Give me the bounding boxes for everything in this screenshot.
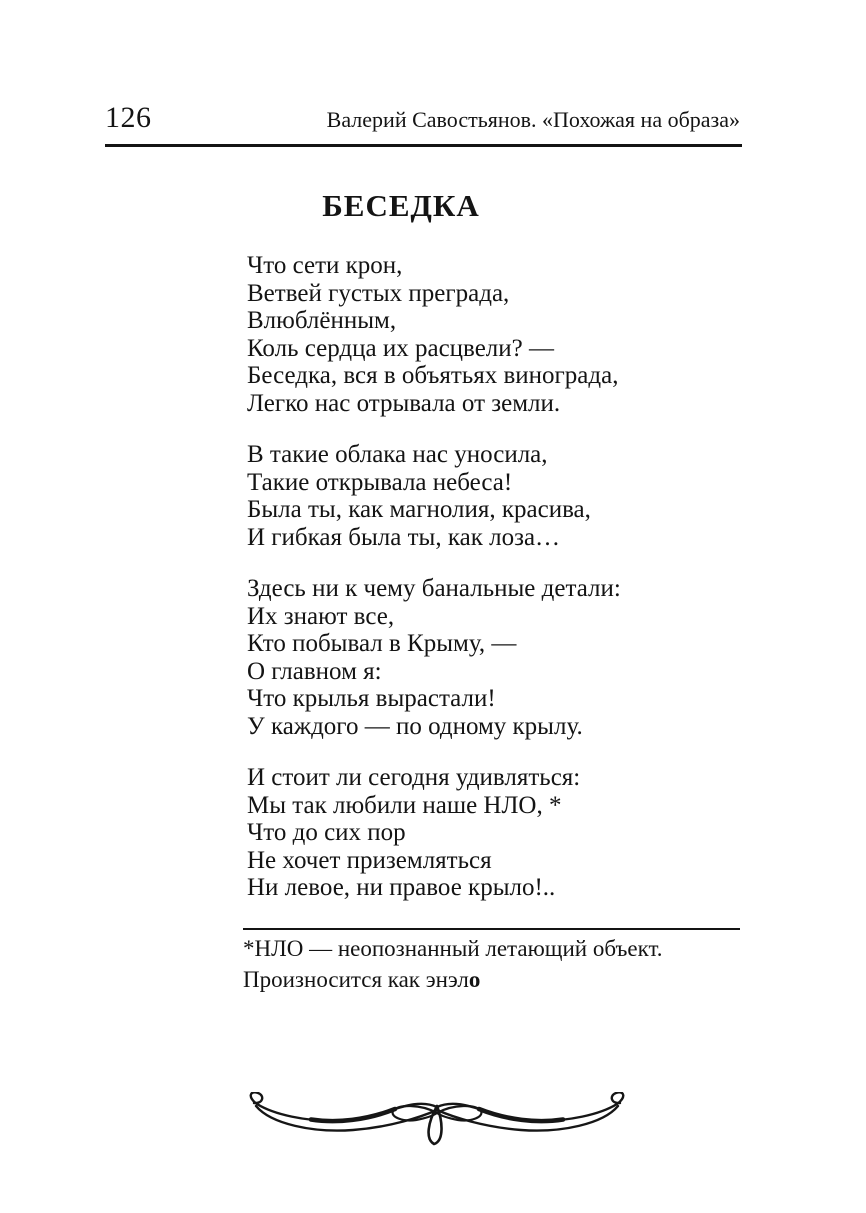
poem-line: Что крылья вырастали!: [247, 685, 496, 712]
footnote: [243, 933, 663, 995]
poem-line: О главном я:: [247, 657, 382, 685]
poem-line: И стоит ли сегодня удивляться:: [247, 764, 581, 791]
poem-body: [247, 252, 621, 926]
header-rule: [105, 144, 742, 147]
flourish-right-arm: [437, 1092, 623, 1130]
page-number: 126: [105, 101, 152, 134]
stanza-3: [247, 575, 621, 740]
poem-title: БЕСЕДКА: [322, 188, 480, 223]
poem-line: В такие облака нас уносила,: [247, 441, 548, 468]
poem-line: Легко нас отрывала от земли.: [247, 389, 561, 417]
poem-line: Коль сердца их расцвели? —: [247, 334, 554, 362]
footnote-rule: [243, 928, 740, 930]
footnote-line-1: *НЛО — неопознанный летающий объект.: [243, 936, 663, 961]
poem-line: Что до сих пор: [247, 819, 406, 846]
stanza-4: [247, 764, 621, 902]
poem-line: Беседка, вся в объятьях винограда,: [247, 362, 619, 389]
footnote-line-2-bold: о: [468, 967, 481, 992]
footnote-line-2-text: Произносится как энэл: [243, 967, 469, 992]
poem-line: Такие открывала небеса!: [247, 468, 513, 496]
poem-line: Мы так любили наше НЛО, *: [247, 791, 562, 819]
poem-line: Была ты, как магнолия, красива,: [247, 496, 591, 523]
poem-line: Ни левое, ни правое крыло!..: [247, 874, 556, 901]
poem-line: Их знают все,: [247, 602, 395, 630]
page-header: [105, 101, 740, 135]
poem-line: Ветвей густых преграда,: [247, 279, 510, 307]
poem-line: И гибкая была ты, как лоза…: [247, 523, 561, 551]
footnote-line-2: [243, 964, 663, 995]
poem-line: Не хочет приземляться: [247, 846, 492, 874]
poem-line: Кто побывал в Крыму, —: [247, 630, 517, 657]
running-title: Валерий Савостьянов. «Похожая на образа»: [326, 107, 740, 132]
flourish-left-arm: [251, 1092, 437, 1130]
poem-line: Влюблённым,: [247, 307, 397, 334]
stanza-1: [247, 252, 621, 417]
poem-line: Что сети крон,: [247, 252, 403, 279]
flourish-ornament: [225, 1092, 649, 1154]
poem-line: Здесь ни к чему банальные детали:: [247, 575, 621, 602]
poem-line: У каждого — по одному крылу.: [247, 712, 583, 740]
stanza-2: [247, 441, 621, 551]
